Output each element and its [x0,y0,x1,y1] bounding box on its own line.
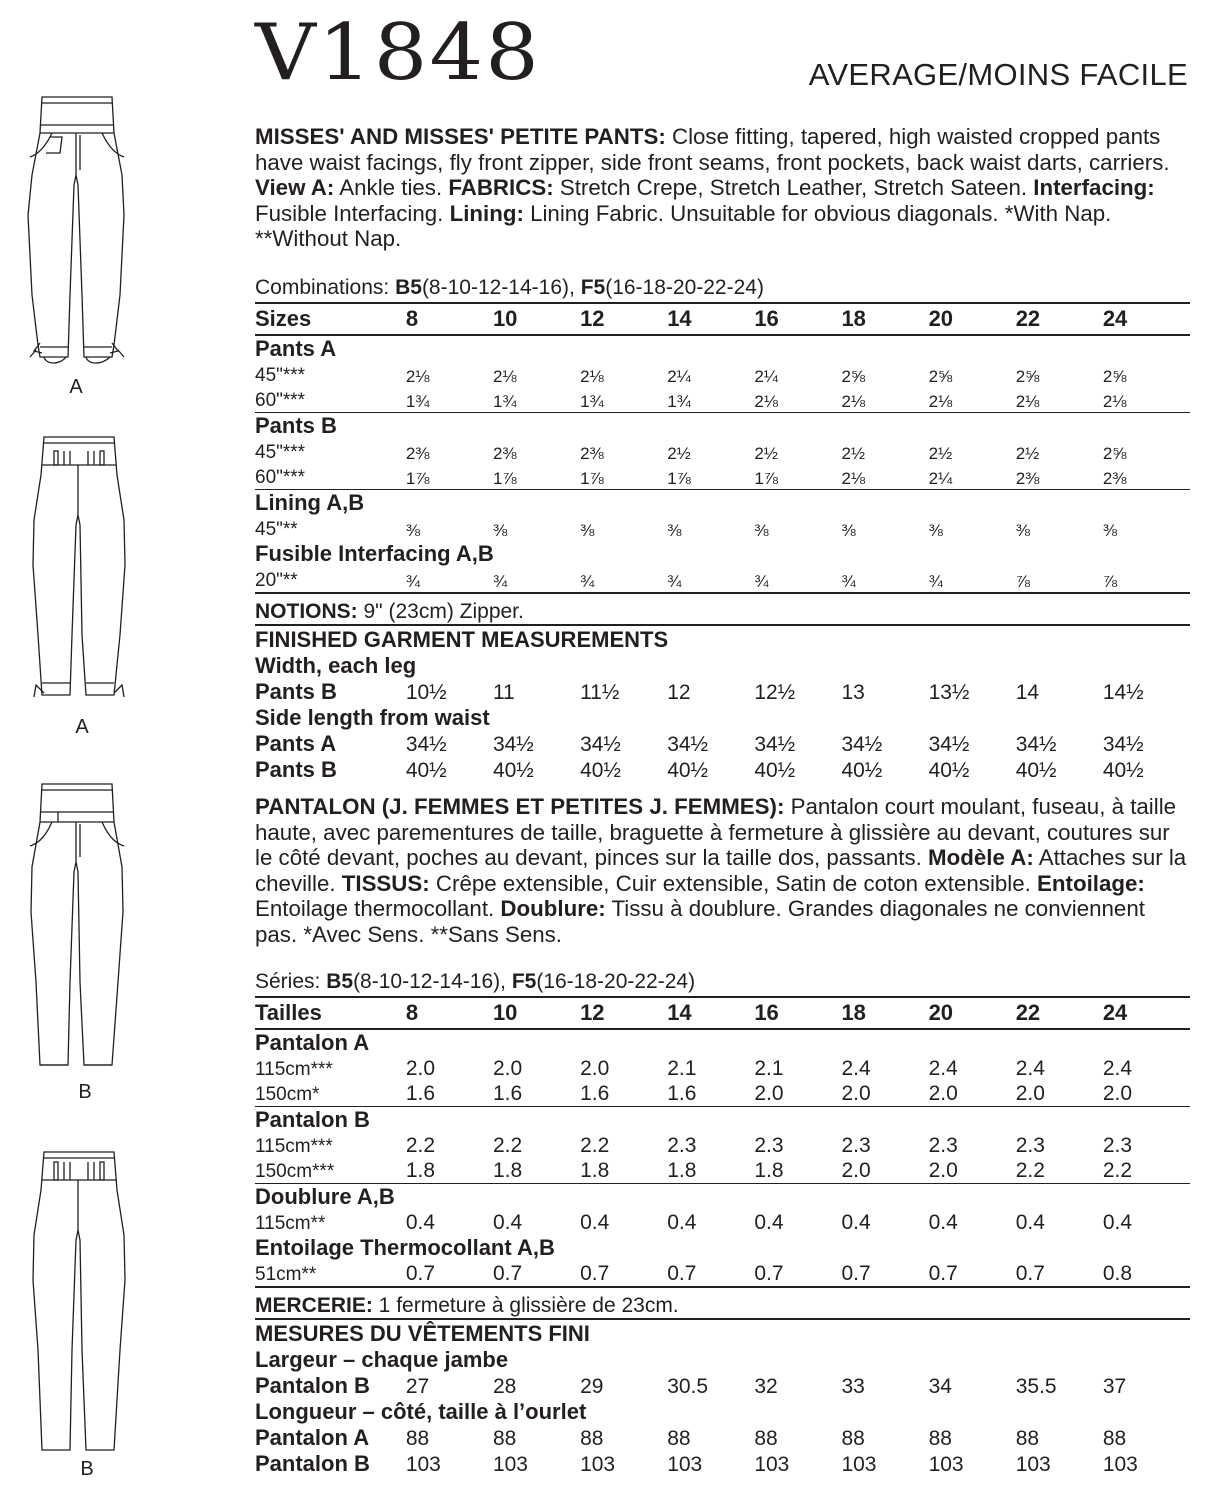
yardage-value: 2⅝ [841,367,866,386]
pants-b-title: Pants B [255,413,1190,440]
table-row [255,757,1190,783]
notions-text [255,1287,1190,1319]
yardage-value: 1⅞ [405,469,430,488]
measurement-value: 88 [580,1427,604,1450]
table-row [255,731,1190,757]
measurement-value: 29 [580,1375,604,1398]
yardage-value: 2.0 [754,1082,784,1105]
measurement-subtitle-row [255,1399,1190,1425]
measurement-value: 12½ [754,681,796,704]
measurement-value: 103 [492,1453,528,1476]
yardage-value: ⅜ [841,521,856,540]
measurement-value: 37 [1102,1375,1127,1398]
lining-label: Lining: [449,200,524,226]
yardage-value: 1.8 [754,1159,784,1182]
size-10: 10 [493,997,580,1029]
combinations-line: Combinations: B5(8-10-12-14-16), F5(16-18-20-22-24) [255,276,764,299]
yardage-value: ¾ [580,572,595,591]
yardage-value: 0.7 [754,1262,784,1285]
measurement-value: 103 [1015,1453,1051,1476]
measurement-value: 13½ [928,681,970,704]
fabric-width-label: 150cm* [255,1084,320,1105]
measurement-value: 28 [492,1375,517,1398]
measurement-subtitle-row [255,705,1190,731]
measurement-value: 11 [492,681,515,704]
measurement-value: 35.5 [1015,1375,1057,1398]
measurement-value: 32 [754,1375,778,1398]
fabric-width-label: 115cm*** [255,1136,333,1157]
yardage-value: 1.8 [492,1159,523,1182]
table-row [255,1081,1190,1107]
size-10: 10 [493,303,580,335]
table-row [255,679,1190,705]
size-16: 16 [754,997,841,1029]
yardage-value: 2.3 [754,1134,784,1157]
measurement-value: 14 [1015,681,1040,704]
desc-text: Close fitting, tapered, high waisted cropped pants have waist facings, fly front zipper, side front seams, front pockets, back waist darts, carriers. [255,124,1170,175]
finished-measurements-title: FINISHED GARMENT MEASUREMENTS [255,625,1190,653]
view-a-label: Modèle A: [928,845,1034,870]
yardage-value: 1.8 [580,1159,610,1182]
yardage-value: 2⅝ [928,367,953,386]
yardage-value: 2⅛ [1102,392,1127,411]
yardage-value: 0.7 [928,1262,958,1285]
yardage-value: 2⅜ [1015,469,1040,488]
yardage-value: 0.7 [405,1262,436,1285]
interfacing-text: Fusible Interfacing. [255,200,450,226]
fabrics-text: Crêpe extensible, Cuir extensible, Satin de coton extensible. [429,870,1038,896]
yardage-value: 2.0 [1102,1082,1133,1105]
yardage-value: 2.2 [492,1134,523,1157]
group-title-row [255,1235,1190,1261]
view-label-b-front: B [78,1081,92,1103]
size-14: 14 [667,303,754,335]
measurement-value: 40½ [667,759,709,782]
measurement-value: 34½ [754,733,796,756]
notions-value: 1 fermeture à glissière de 23cm. [372,1294,679,1317]
measurement-value: 40½ [754,759,796,782]
fabric-width-label: 20"** [255,570,298,591]
group-title-row [255,541,1190,567]
french-yardage-table [255,996,1190,1477]
table-row [255,387,1190,413]
lining-text: Lining Fabric. Unsuitable for obvious diagonals. *With Nap. **Without Nap. [255,200,1112,251]
difficulty-level: AVERAGE/MOINS FACILE [808,57,1188,92]
yardage-value: ⅜ [580,521,595,540]
yardage-value: 1⅞ [492,469,517,488]
yardage-value: 2.3 [1102,1134,1133,1157]
yardage-value: 0.4 [841,1211,871,1234]
fabric-width-label: 45"*** [255,365,306,386]
yardage-value: 2.0 [841,1082,871,1105]
yardage-value: 2.0 [405,1057,436,1080]
yardage-value: 0.4 [1015,1211,1045,1234]
size-8: 8 [406,303,493,335]
size-8: 8 [406,997,493,1029]
yardage-value: 2.2 [580,1134,610,1157]
measurement-value: 40½ [1015,759,1057,782]
table-row [255,1133,1190,1158]
notions-label: NOTIONS: [255,600,358,623]
measurement-value: 88 [1102,1427,1127,1450]
yardage-value: 0.4 [754,1211,784,1234]
table-row [255,567,1190,593]
table-row [255,1210,1190,1235]
measurement-value: 103 [754,1453,790,1476]
measurement-value: 88 [492,1427,517,1450]
size-22: 22 [1016,303,1103,335]
measurement-value: 103 [1102,1453,1138,1476]
interfacing-label: Interfacing: [1033,175,1155,200]
yardage-value: 2⅛ [754,392,778,411]
sizes-header: Sizes [255,303,406,335]
yardage-value: ⅜ [1102,521,1117,540]
yardage-value: 2¼ [667,367,691,386]
group-title-row [255,335,1190,362]
measurement-value: 103 [928,1453,964,1476]
measurement-value: 40½ [841,759,883,782]
view-label-a-back: A [75,716,89,738]
fabric-width-label: 115cm*** [255,1059,333,1080]
size-20: 20 [929,303,1016,335]
measurement-value: 34½ [1102,733,1144,756]
measurement-value: 12 [667,681,691,704]
finished-measurements-title: MESURES DU VÊTEMENTS FINI [255,1319,1190,1347]
pants-a-front-drawing [22,95,132,385]
yardage-value: 2⅝ [1102,444,1127,463]
yardage-value: ⅞ [1102,572,1117,591]
view-label-b-back: B [80,1458,94,1480]
fabrics-text: Stretch Crepe, Stretch Leather, Stretch Sateen. [553,175,1034,200]
size-12: 12 [580,303,667,335]
yardage-value: ¾ [405,572,420,591]
notions-text [255,593,1190,625]
yardage-value: 0.4 [405,1211,436,1234]
measurement-value: 34½ [580,733,621,756]
fabrics-label: TISSUS: [341,870,430,896]
measurement-value: 34½ [405,733,447,756]
yardage-value: 2½ [1015,444,1040,463]
table-row [255,362,1190,387]
garment-label: Pantalon A [255,1425,370,1450]
size-22: 22 [1016,997,1103,1029]
measurement-value: 40½ [580,759,621,782]
size-18: 18 [841,997,928,1029]
pattern-number: V1848 [255,8,542,98]
yardage-value: 2.4 [1015,1057,1045,1080]
size-24: 24 [1103,997,1190,1029]
fabric-width-label: 51cm** [255,1264,317,1285]
size-16: 16 [754,303,841,335]
size-20: 20 [929,997,1016,1029]
yardage-value: 1⅞ [754,469,778,488]
pants-b-title: Pantalon B [255,1107,1190,1134]
pants-a-back-drawing [24,435,134,710]
yardage-value: 1¾ [580,392,604,411]
view-label-a-front: A [69,376,83,398]
pants-b-back-drawing [24,1150,134,1455]
yardage-value: 2¼ [754,367,778,386]
lining-text: Tissu à doublure. Grandes diagonales ne conviennent pas. *Avec Sens. **Sans Sens. [255,896,1145,947]
measurement-value: 14½ [1102,681,1144,704]
yardage-value: 2.1 [754,1057,784,1080]
measurement-subtitle: Side length from waist [255,705,490,730]
desc-title: PANTALON (J. FEMMES ET PETITES J. FEMMES): [255,794,785,819]
measurement-value: 34½ [841,733,883,756]
measurement-value: 27 [405,1375,430,1398]
measurement-value: 34½ [1015,733,1057,756]
yardage-value: 2.3 [928,1134,958,1157]
yardage-value: 2⅜ [580,444,604,463]
measurement-subtitle: Longueur – côté, taille à l’ourlet [255,1399,587,1424]
yardage-value: 2¼ [928,469,953,488]
yardage-value: ⅜ [1015,521,1030,540]
fusible-title: Entoilage Thermocollant A,B [255,1235,555,1260]
table-row [255,516,1190,541]
measurement-value: 103 [667,1453,703,1476]
yardage-value: 2⅜ [405,444,430,463]
measurement-value: 34½ [492,733,534,756]
measurement-value: 13 [841,681,865,704]
pants-a-title: Pants A [255,336,337,361]
yardage-value: 2.0 [1015,1082,1045,1105]
yardage-value: ⅜ [667,521,682,540]
yardage-value: 1.8 [667,1159,697,1182]
view-a-label: View A: [255,175,335,200]
notions-label: MERCERIE: [255,1294,373,1317]
yardage-value: 0.7 [841,1262,871,1285]
yardage-value: ⅞ [1015,572,1030,591]
yardage-value: ¾ [754,572,769,591]
table-row [255,1373,1190,1399]
yardage-value: ⅜ [928,521,943,540]
yardage-value: ¾ [667,572,682,591]
notions-row [255,1287,1190,1319]
garment-label: Pantalon B [255,1451,370,1476]
technical-drawings [0,0,180,1500]
measurement-value: 34 [928,1375,952,1398]
yardage-value: 0.4 [1102,1211,1133,1234]
table-row [255,1425,1190,1451]
pants-b-front-drawing [22,782,132,1072]
fabric-width-label: 45"** [255,519,298,540]
yardage-value: 2⅛ [1015,392,1040,411]
yardage-value: 0.4 [667,1211,697,1234]
measurement-value: 30.5 [667,1375,709,1398]
size-24: 24 [1103,303,1190,335]
yardage-value: 0.4 [580,1211,610,1234]
measurement-value: 11½ [580,681,620,704]
table-row [255,1451,1190,1477]
yardage-value: 2½ [667,444,691,463]
yardage-value: 0.7 [1015,1262,1045,1285]
yardage-value: 1.6 [580,1082,610,1105]
yardage-value: 2.1 [667,1057,697,1080]
yardage-value: 1¾ [405,392,430,411]
fabric-width-label: 45"*** [255,442,306,463]
notions-value: 9" (23cm) Zipper. [357,600,524,623]
measurement-value: 34½ [667,733,709,756]
size-14: 14 [667,997,754,1029]
measurement-value: 10½ [405,681,447,704]
yardage-value: 2.0 [492,1057,523,1080]
size-12: 12 [580,997,667,1029]
measurement-subtitle-row [255,1347,1190,1373]
yardage-value: ⅜ [754,521,769,540]
measurement-value: 34½ [928,733,970,756]
yardage-value: 2⅝ [1015,367,1040,386]
measurement-value: 40½ [405,759,447,782]
yardage-value: 2⅛ [841,469,866,488]
yardage-value: 1⅞ [580,469,604,488]
yardage-value: 2⅝ [1102,367,1127,386]
interfacing-label: Entoilage: [1037,870,1145,896]
measurement-value: 40½ [928,759,970,782]
yardage-value: ⅜ [405,521,420,540]
yardage-value: 2⅛ [928,392,953,411]
table-row [255,464,1190,490]
yardage-value: 2.3 [841,1134,871,1157]
series-line: Séries: B5(8-10-12-14-16), F5(16-18-20-22-24) [255,970,696,993]
garment-label: Pants A [255,731,337,756]
notions-row [255,593,1190,625]
measurement-value: 33 [841,1375,865,1398]
measurement-value: 88 [1015,1427,1040,1450]
yardage-value: ¾ [841,572,856,591]
measurement-subtitle: Width, each leg [255,653,417,678]
english-description [255,124,1190,252]
finished-measurements-title-row [255,625,1190,653]
yardage-value: 2½ [928,444,953,463]
fabric-width-label: 115cm** [255,1213,326,1234]
yardage-value: 2⅛ [580,367,604,386]
size-header-row [255,303,1190,335]
measurement-value: 103 [405,1453,441,1476]
yardage-value: 0.7 [580,1262,610,1285]
yardage-value: 2.0 [928,1082,958,1105]
yardage-value: ¾ [492,572,508,591]
yardage-value: 2⅜ [1102,469,1127,488]
measurement-value: 88 [754,1427,778,1450]
yardage-value: 0.7 [492,1262,523,1285]
yardage-value: 2½ [841,444,866,463]
yardage-value: 2.0 [580,1057,610,1080]
measurement-value: 103 [841,1453,877,1476]
yardage-value: 2.4 [841,1057,871,1080]
yardage-value: 2.3 [1015,1134,1045,1157]
yardage-value: 2⅛ [841,392,866,411]
yardage-value: 2.3 [667,1134,697,1157]
yardage-value: 1.8 [405,1159,436,1182]
table-row [255,1261,1190,1287]
measurement-value: 88 [405,1427,430,1450]
yardage-value: 1⅞ [667,469,691,488]
yardage-value: 2⅜ [492,444,517,463]
yardage-value: 2½ [754,444,778,463]
interfacing-text: Entoilage thermocollant. [255,896,501,921]
yardage-value: 2.2 [405,1134,436,1157]
measurement-value: 88 [667,1427,691,1450]
group-title-row [255,1107,1190,1134]
yardage-value: 2⅛ [405,367,430,386]
finished-measurements-title-row [255,1319,1190,1347]
measurement-subtitle-row [255,653,1190,679]
yardage-value: 0.4 [928,1211,958,1234]
size-header-row [255,997,1190,1029]
desc-text: Pantalon court moulant, fuseau, à taille haute, avec parementures de taille, braguette à fermeture à glissière au devant, coutures sur le côté devant, poches au devant, pinces sur la taille dos, passants. [255,794,1177,870]
garment-label: Pantalon B [255,1373,370,1398]
yardage-value: 2⅛ [492,367,517,386]
measurement-value: 40½ [1102,759,1144,782]
yardage-value: 0.4 [492,1211,523,1234]
table-row [255,439,1190,464]
measurement-value: 40½ [492,759,534,782]
desc-title: MISSES' AND MISSES' PETITE PANTS: [255,124,666,149]
fabric-width-label: 150cm*** [255,1161,335,1182]
lining-title: Doublure A,B [255,1184,1190,1211]
yardage-value: 1.6 [667,1082,697,1105]
table-row [255,1158,1190,1184]
measurement-value: 103 [580,1453,616,1476]
yardage-value: 2.0 [841,1159,871,1182]
fabric-width-label: 60"*** [255,390,306,411]
yardage-value: 0.8 [1102,1262,1133,1285]
measurement-value: 88 [841,1427,865,1450]
group-title-row [255,413,1190,440]
fabric-width-label: 60"*** [255,467,306,488]
garment-label: Pants B [255,757,337,782]
french-description [255,794,1190,947]
yardage-value: 2.2 [1102,1159,1133,1182]
fusible-title: Fusible Interfacing A,B [255,541,494,566]
yardage-value: 1.6 [492,1082,523,1105]
yardage-value: 2.0 [928,1159,958,1182]
yardage-value: 1¾ [667,392,691,411]
view-a-text: Ankle ties. [334,175,449,200]
yardage-value: 0.7 [667,1262,697,1285]
pants-a-title: Pantalon A [255,1030,370,1055]
view-a-text: Attaches sur la cheville. [255,845,1187,896]
group-title-row [255,1029,1190,1056]
yardage-value: 1.6 [405,1082,436,1105]
measurement-value: 88 [928,1427,952,1450]
yardage-value: ¾ [928,572,943,591]
group-title-row [255,1184,1190,1211]
group-title-row [255,490,1190,517]
yardage-value: ⅜ [492,521,508,540]
lining-label: Doublure: [500,896,606,921]
size-18: 18 [841,303,928,335]
table-row [255,1056,1190,1081]
yardage-value: 2.4 [1102,1057,1133,1080]
yardage-value: 1¾ [492,392,517,411]
yardage-value: 2.4 [928,1057,958,1080]
lining-title: Lining A,B [255,490,1190,517]
sizes-header: Tailles [255,997,406,1029]
english-yardage-table [255,302,1190,783]
garment-label: Pants B [255,679,337,704]
measurement-subtitle: Largeur – chaque jambe [255,1347,509,1372]
yardage-value: 2.2 [1015,1159,1045,1182]
fabrics-label: FABRICS: [448,175,554,200]
